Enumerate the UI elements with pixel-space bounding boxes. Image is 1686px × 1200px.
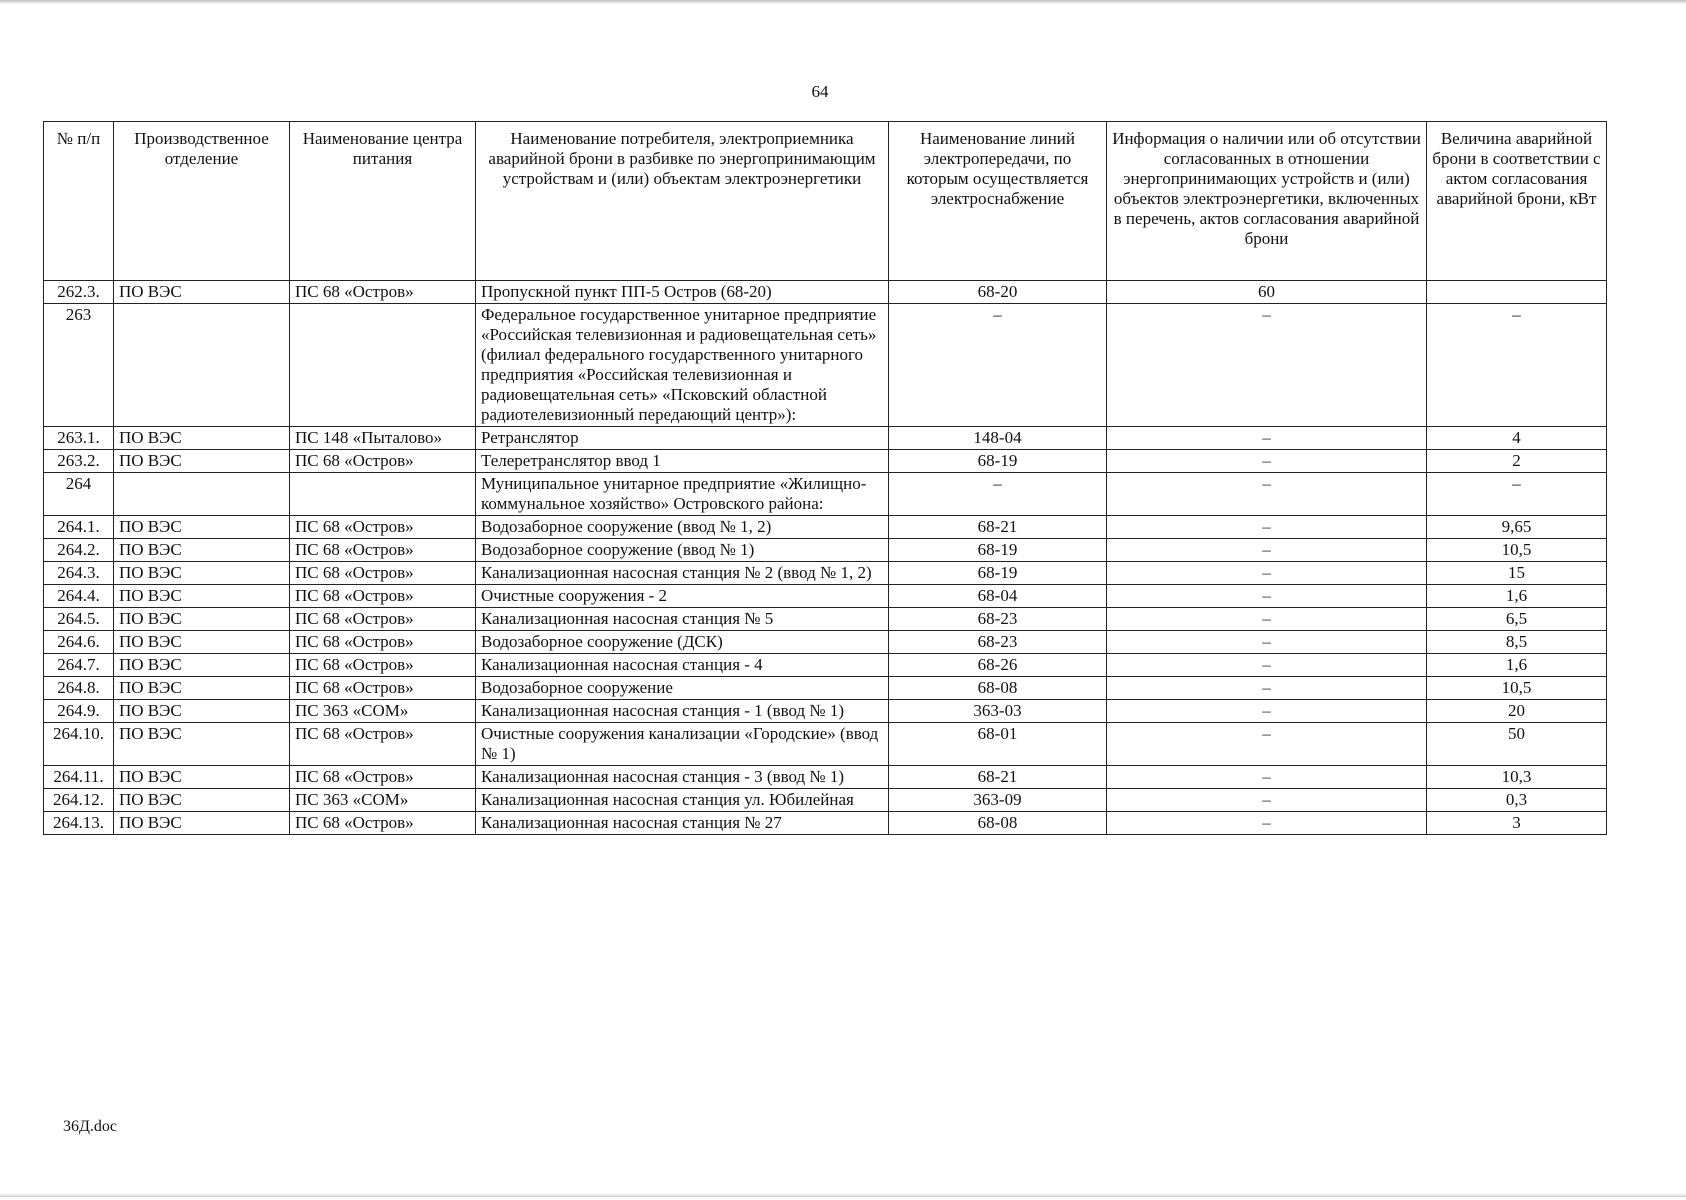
table-row (44, 631, 1607, 654)
table-row (44, 473, 1607, 516)
cell-info: – (1107, 450, 1427, 473)
cell-center: ПС 68 «Остров» (290, 723, 476, 766)
cell-value: 4 (1427, 427, 1607, 450)
cell-center: ПС 68 «Остров» (290, 450, 476, 473)
cell-dept: ПО ВЭС (114, 427, 290, 450)
table-row (44, 608, 1607, 631)
cell-dept: ПО ВЭС (114, 700, 290, 723)
cell-center: ПС 148 «Пыталово» (290, 427, 476, 450)
cell-info: – (1107, 562, 1427, 585)
cell-info: – (1107, 304, 1427, 427)
cell-center: ПС 68 «Остров» (290, 812, 476, 835)
cell-info: – (1107, 700, 1427, 723)
cell-num: 263.2. (44, 450, 114, 473)
cell-num: 262.3. (44, 281, 114, 304)
header-num: № п/п (44, 122, 114, 281)
table-row (44, 450, 1607, 473)
cell-value (1427, 281, 1607, 304)
table-row (44, 723, 1607, 766)
cell-center: ПС 363 «СОМ» (290, 789, 476, 812)
cell-value: – (1427, 473, 1607, 516)
cell-consumer: Водозаборное сооружение (ДСК) (476, 631, 889, 654)
scan-edge-top (0, 0, 1686, 4)
cell-info: – (1107, 585, 1427, 608)
cell-dept: ПО ВЭС (114, 539, 290, 562)
cell-num: 264.2. (44, 539, 114, 562)
cell-consumer: Ретранслятор (476, 427, 889, 450)
cell-line: 148-04 (889, 427, 1107, 450)
cell-info: – (1107, 766, 1427, 789)
cell-consumer: Канализационная насосная станция - 3 (ввод № 1) (476, 766, 889, 789)
cell-center (290, 304, 476, 427)
cell-dept (114, 304, 290, 427)
cell-center: ПС 68 «Остров» (290, 654, 476, 677)
cell-value: 0,3 (1427, 789, 1607, 812)
cell-dept: ПО ВЭС (114, 631, 290, 654)
cell-info: – (1107, 677, 1427, 700)
cell-num: 264.10. (44, 723, 114, 766)
cell-center: ПС 363 «СОМ» (290, 700, 476, 723)
cell-dept: ПО ВЭС (114, 789, 290, 812)
header-consumer: Наименование потребителя, электроприемника аварийной брони в разбивке по энергопринимающим устройствам и (или) объектам электроэнергетики (476, 122, 889, 281)
table-row (44, 562, 1607, 585)
cell-info: – (1107, 539, 1427, 562)
table-row (44, 766, 1607, 789)
cell-value: 50 (1427, 723, 1607, 766)
cell-info: – (1107, 723, 1427, 766)
cell-num: 264.13. (44, 812, 114, 835)
cell-line: 68-08 (889, 812, 1107, 835)
cell-line: 68-04 (889, 585, 1107, 608)
table-row (44, 585, 1607, 608)
header-value: Величина аварийной брони в соответствии с актом согласования аварийной брони, кВт (1427, 122, 1607, 281)
cell-num: 264.4. (44, 585, 114, 608)
cell-dept: ПО ВЭС (114, 677, 290, 700)
cell-consumer: Канализационная насосная станция ул. Юбилейная (476, 789, 889, 812)
cell-consumer: Федеральное государственное унитарное предприятие «Российская телевизионная и радиовещательная сеть» (филиал федерального государственного унитарного предприятия «Российская телевизионная и радиовещательная сеть» «Псковский областной радиотелевизионный передающий центр»): (476, 304, 889, 427)
cell-center: ПС 68 «Остров» (290, 608, 476, 631)
cell-info: – (1107, 789, 1427, 812)
cell-center: ПС 68 «Остров» (290, 539, 476, 562)
cell-dept (114, 473, 290, 516)
table-row (44, 789, 1607, 812)
cell-line: 68-21 (889, 766, 1107, 789)
cell-line: 68-21 (889, 516, 1107, 539)
cell-value: 10,5 (1427, 539, 1607, 562)
cell-dept: ПО ВЭС (114, 654, 290, 677)
cell-num: 264.12. (44, 789, 114, 812)
cell-value: 1,6 (1427, 654, 1607, 677)
cell-num: 264.11. (44, 766, 114, 789)
cell-dept: ПО ВЭС (114, 608, 290, 631)
cell-value: 6,5 (1427, 608, 1607, 631)
cell-dept: ПО ВЭС (114, 812, 290, 835)
cell-value: 8,5 (1427, 631, 1607, 654)
cell-line: 68-19 (889, 562, 1107, 585)
cell-consumer: Пропускной пункт ПП-5 Остров (68-20) (476, 281, 889, 304)
cell-dept: ПО ВЭС (114, 562, 290, 585)
cell-line: – (889, 473, 1107, 516)
cell-value: 2 (1427, 450, 1607, 473)
cell-consumer: Водозаборное сооружение (476, 677, 889, 700)
cell-num: 264.9. (44, 700, 114, 723)
table-row (44, 516, 1607, 539)
cell-consumer: Канализационная насосная станция № 5 (476, 608, 889, 631)
cell-info: 60 (1107, 281, 1427, 304)
table-body (44, 281, 1607, 835)
cell-consumer: Телеретранслятор ввод 1 (476, 450, 889, 473)
cell-line: 68-23 (889, 631, 1107, 654)
cell-consumer: Очистные сооружения - 2 (476, 585, 889, 608)
cell-center: ПС 68 «Остров» (290, 516, 476, 539)
page-number: 64 (811, 82, 829, 101)
cell-line: 68-08 (889, 677, 1107, 700)
cell-num: 264.6. (44, 631, 114, 654)
footer-filename: 36Д.doc (63, 1118, 118, 1135)
cell-num: 263.1. (44, 427, 114, 450)
table-row (44, 812, 1607, 835)
cell-center: ПС 68 «Остров» (290, 766, 476, 789)
cell-info: – (1107, 473, 1427, 516)
cell-dept: ПО ВЭС (114, 450, 290, 473)
table-row (44, 304, 1607, 427)
cell-value: 3 (1427, 812, 1607, 835)
header-line: Наименование линий электропередачи, по которым осуществляется электроснабжение (889, 122, 1107, 281)
cell-info: – (1107, 608, 1427, 631)
header-dept: Производственное отделение (114, 122, 290, 281)
cell-line: – (889, 304, 1107, 427)
cell-info: – (1107, 631, 1427, 654)
cell-consumer: Очистные сооружения канализации «Городские» (ввод № 1) (476, 723, 889, 766)
cell-center: ПС 68 «Остров» (290, 677, 476, 700)
cell-center: ПС 68 «Остров» (290, 585, 476, 608)
cell-value: 9,65 (1427, 516, 1607, 539)
cell-line: 363-03 (889, 700, 1107, 723)
cell-value: 10,5 (1427, 677, 1607, 700)
cell-consumer: Муниципальное унитарное предприятие «Жилищно-коммунальное хозяйство» Островского района: (476, 473, 889, 516)
cell-num: 264.5. (44, 608, 114, 631)
cell-dept: ПО ВЭС (114, 516, 290, 539)
cell-dept: ПО ВЭС (114, 585, 290, 608)
table-header-row (44, 122, 1607, 281)
table-row (44, 700, 1607, 723)
table-row (44, 677, 1607, 700)
header-info: Информация о наличии или об отсутствии согласованных в отношении энергопринимающих устройств и (или) объектов электроэнергетики, включенных в перечень, актов согласования аварийной брони (1107, 122, 1427, 281)
cell-value: 15 (1427, 562, 1607, 585)
table-row (44, 654, 1607, 677)
cell-line: 68-23 (889, 608, 1107, 631)
cell-consumer: Канализационная насосная станция № 2 (ввод № 1, 2) (476, 562, 889, 585)
cell-num: 264.3. (44, 562, 114, 585)
cell-value: 1,6 (1427, 585, 1607, 608)
cell-dept: ПО ВЭС (114, 281, 290, 304)
cell-dept: ПО ВЭС (114, 723, 290, 766)
cell-num: 264.1. (44, 516, 114, 539)
cell-line: 68-20 (889, 281, 1107, 304)
cell-line: 68-01 (889, 723, 1107, 766)
cell-center (290, 473, 476, 516)
cell-line: 68-19 (889, 450, 1107, 473)
cell-info: – (1107, 516, 1427, 539)
cell-consumer: Канализационная насосная станция - 1 (ввод № 1) (476, 700, 889, 723)
cell-consumer: Водозаборное сооружение (ввод № 1) (476, 539, 889, 562)
header-center: Наименование центра питания (290, 122, 476, 281)
cell-info: – (1107, 654, 1427, 677)
cell-consumer: Водозаборное сооружение (ввод № 1, 2) (476, 516, 889, 539)
cell-line: 363-09 (889, 789, 1107, 812)
cell-info: – (1107, 812, 1427, 835)
scan-edge-bottom (0, 1193, 1686, 1197)
cell-line: 68-19 (889, 539, 1107, 562)
cell-num: 264.8. (44, 677, 114, 700)
cell-center: ПС 68 «Остров» (290, 562, 476, 585)
cell-consumer: Канализационная насосная станция № 27 (476, 812, 889, 835)
table-row (44, 427, 1607, 450)
cell-num: 264.7. (44, 654, 114, 677)
cell-line: 68-26 (889, 654, 1107, 677)
cell-value: 10,3 (1427, 766, 1607, 789)
cell-value: – (1427, 304, 1607, 427)
emergency-reserve-table (43, 121, 1607, 835)
cell-num: 263 (44, 304, 114, 427)
cell-center: ПС 68 «Остров» (290, 631, 476, 654)
cell-info: – (1107, 427, 1427, 450)
cell-value: 20 (1427, 700, 1607, 723)
table-row (44, 539, 1607, 562)
cell-consumer: Канализационная насосная станция - 4 (476, 654, 889, 677)
cell-num: 264 (44, 473, 114, 516)
cell-center: ПС 68 «Остров» (290, 281, 476, 304)
cell-dept: ПО ВЭС (114, 766, 290, 789)
table-row (44, 281, 1607, 304)
